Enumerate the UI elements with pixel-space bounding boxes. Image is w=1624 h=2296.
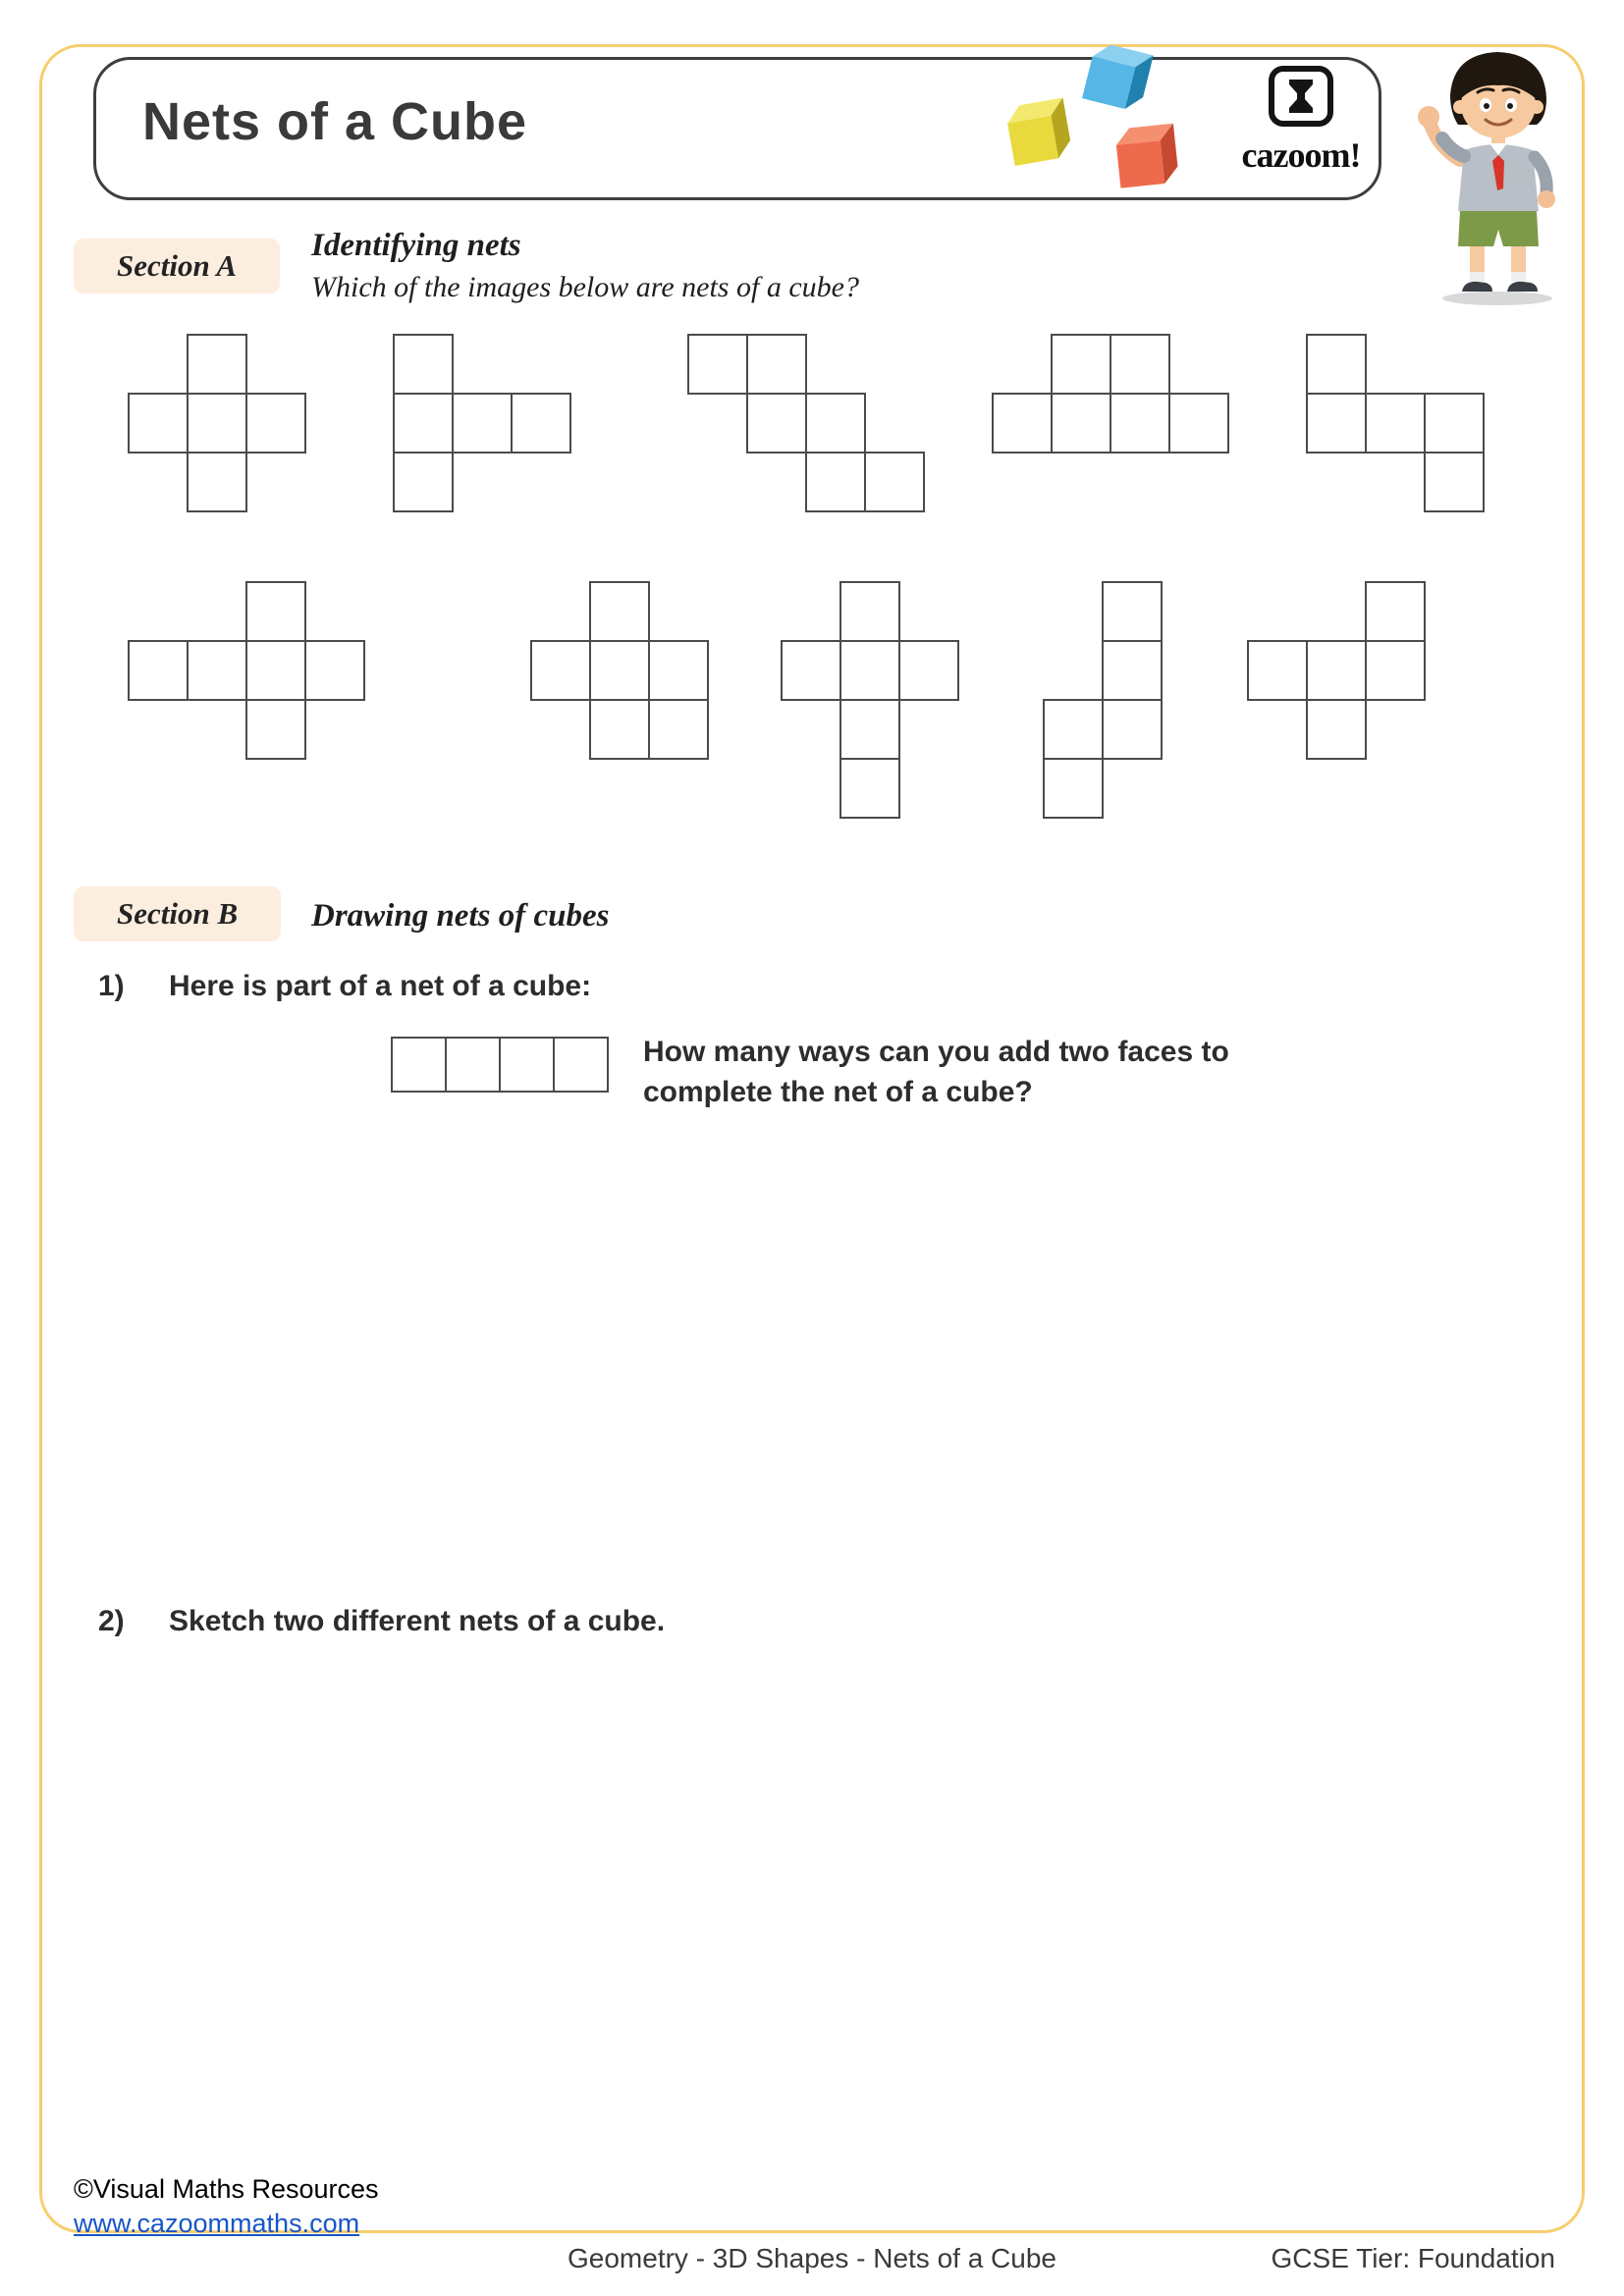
question-2-number: 2) [98,1605,125,1637]
footer-topic: Geometry - 3D Shapes - Nets of a Cube [568,2243,1056,2273]
cazoom-logo-text: cazoom! [1241,135,1361,175]
page-title: Nets of a Cube [142,92,528,151]
website-link[interactable]: www.cazoommaths.com [74,2209,360,2238]
footer-tier: GCSE Tier: Foundation [1271,2243,1555,2273]
student-illustration [1399,44,1596,309]
section-a-heading: Identifying nets [311,228,521,263]
question-2-text: Sketch two different nets of a cube. [169,1605,666,1637]
blue-cube-icon [1082,41,1154,113]
question-1-number: 1) [98,970,125,1002]
page-border [39,44,1585,2233]
section-b-heading: Drawing nets of cubes [311,898,610,934]
orange-cube-icon [1114,124,1179,188]
copyright-text: ©Visual Maths Resources [74,2174,379,2204]
yellow-cube-icon [1004,98,1073,167]
section-a-question: Which of the images below are nets of a cube? [311,271,859,303]
hourglass-icon [1267,65,1335,128]
question-1-text: Here is part of a net of a cube: [169,970,592,1002]
section-b-label: Section B [74,886,281,941]
cazoom-logo [1222,65,1380,176]
question-1-prompt: How many ways can you add two faces to complete the net of a cube? [643,1036,1229,1108]
section-a-label: Section A [74,239,280,294]
cube-graphics [987,29,1232,226]
